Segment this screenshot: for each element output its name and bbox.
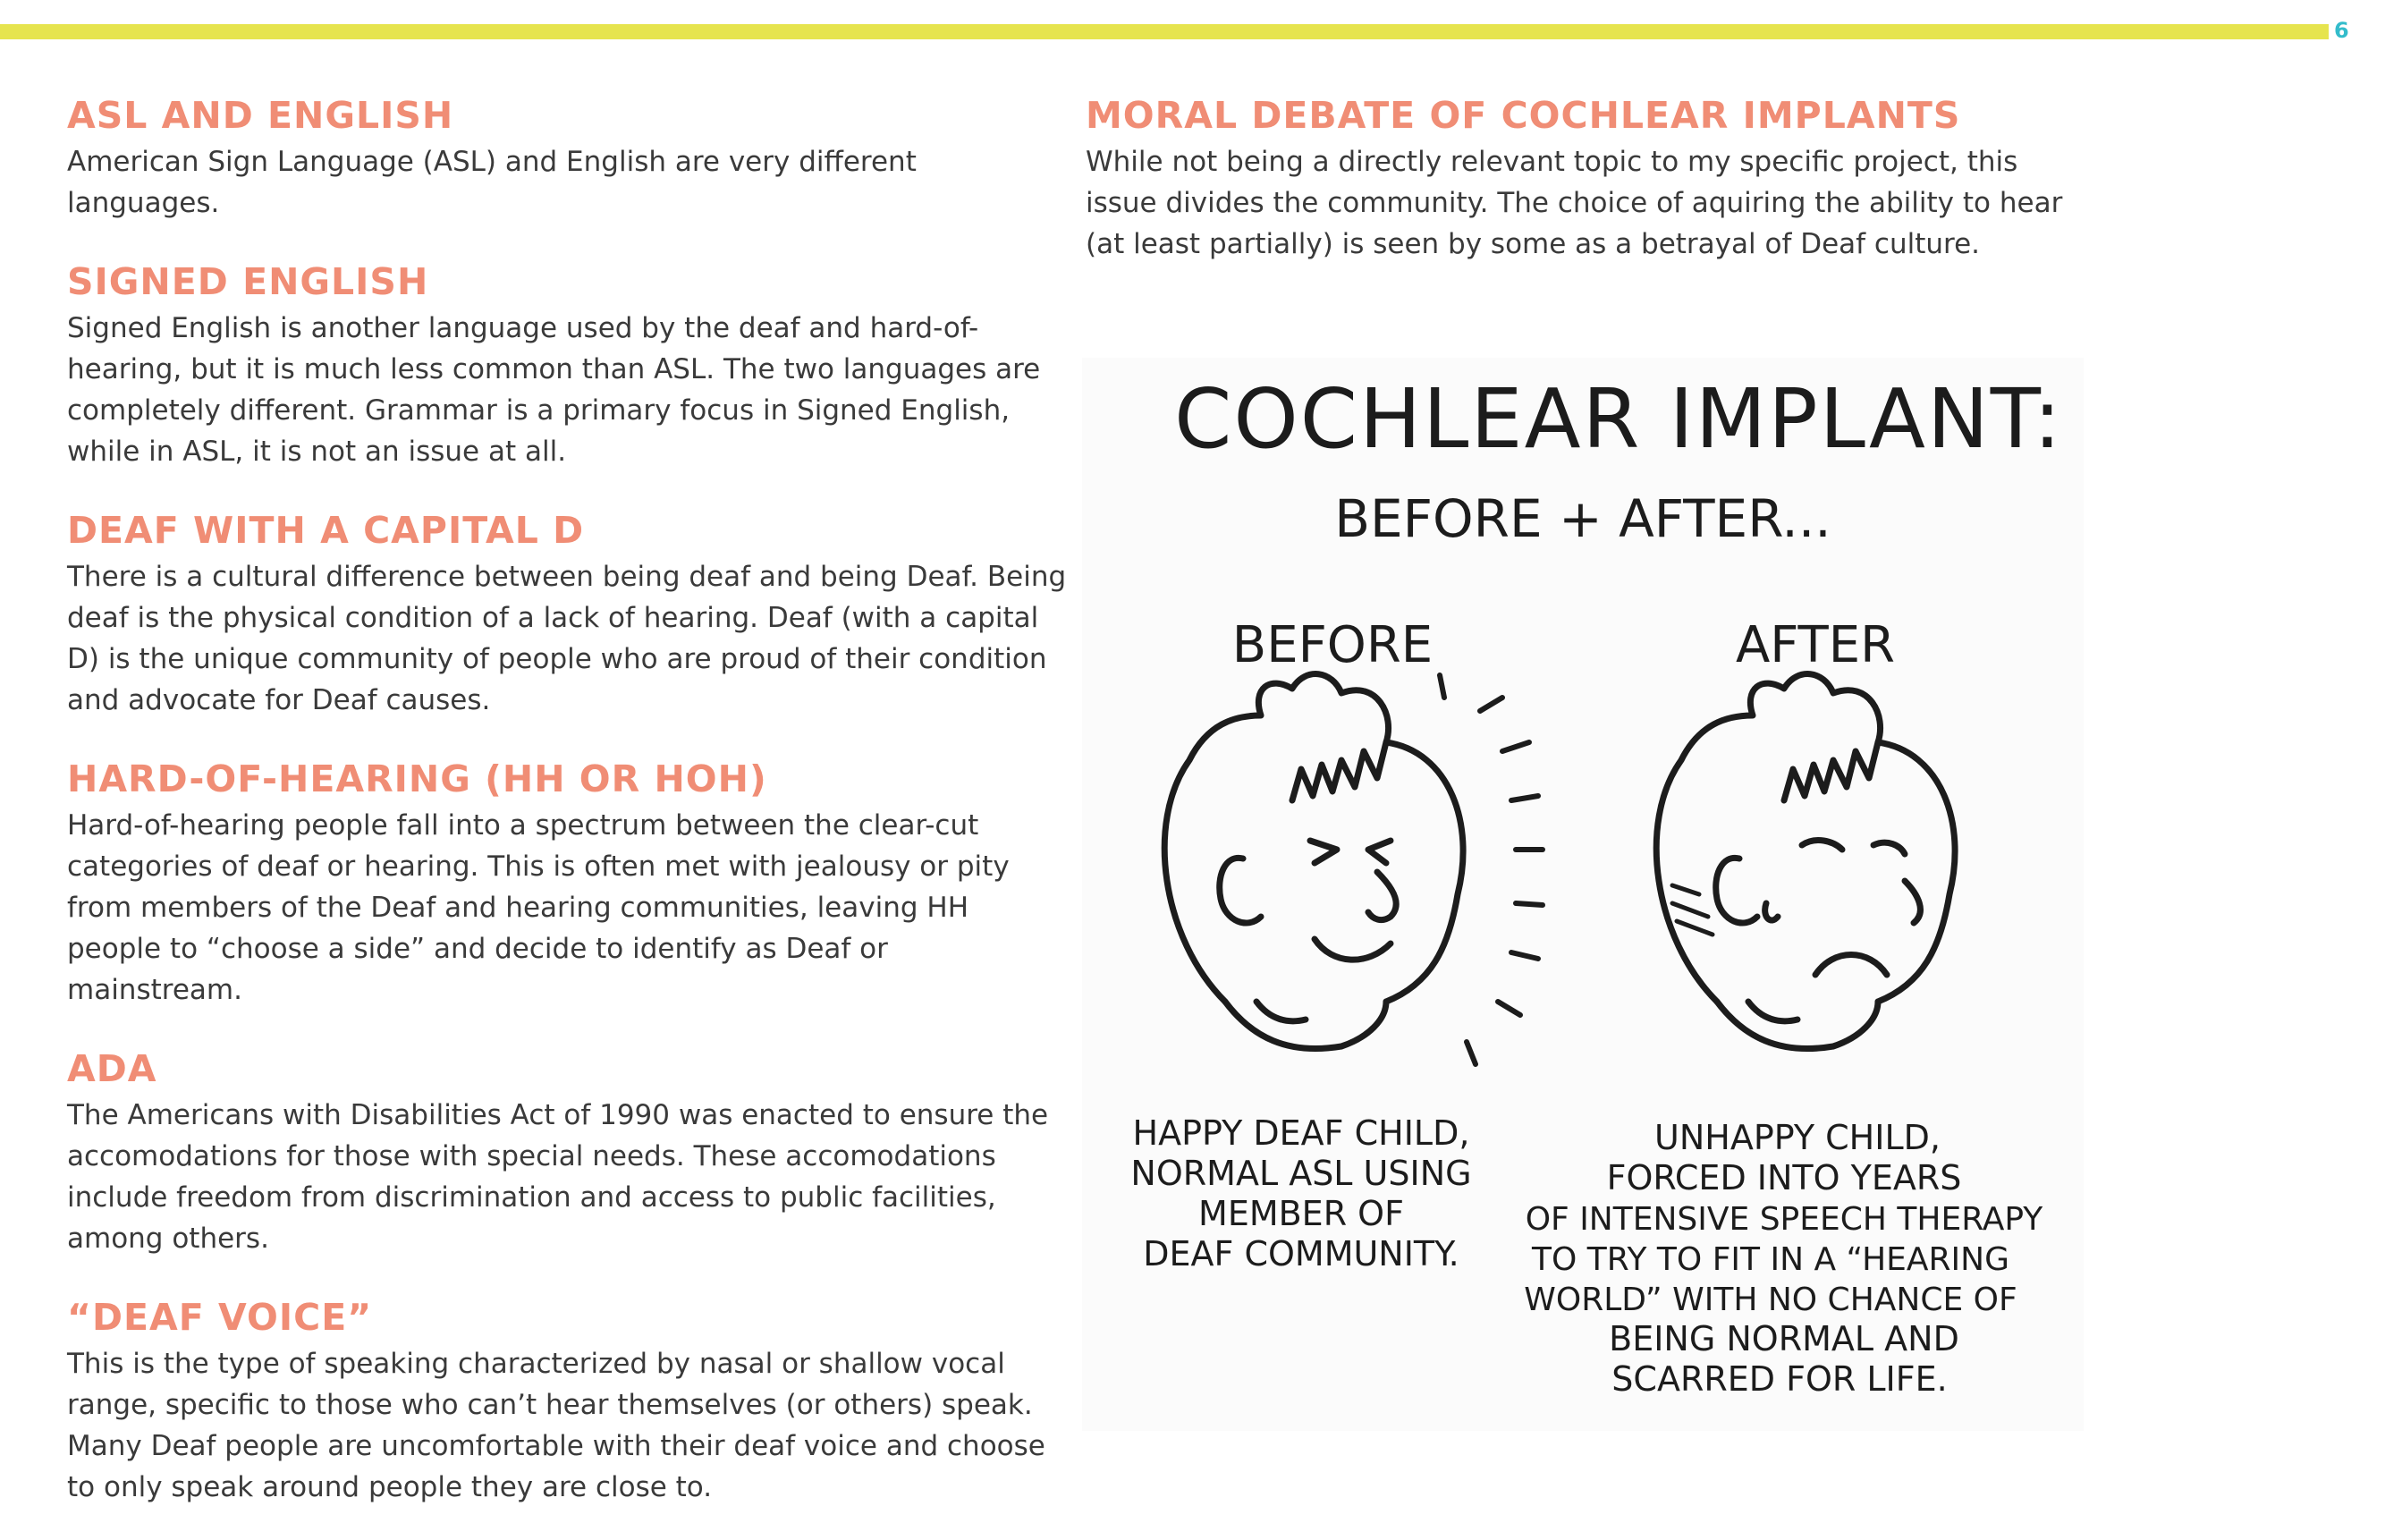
section-signed-english — [67, 256, 1069, 472]
section-deaf-voice — [67, 1291, 1069, 1508]
accent-bar — [0, 24, 2329, 39]
caption-line: UNHAPPY CHILD, — [1654, 1118, 1941, 1157]
section-heading: ASL AND ENGLISH — [67, 94, 454, 137]
page-number: 6 — [2334, 18, 2349, 43]
section-ada — [67, 1043, 1069, 1259]
section-heading: ADA — [67, 1047, 157, 1090]
section-asl-english — [67, 89, 1069, 224]
caption-line: TO TRY TO FIT IN A “HEARING — [1532, 1241, 2009, 1278]
before-label: BEFORE — [1231, 616, 1434, 674]
section-body: While not being a directly relevant topic to my specific project, this issue divides the community. The choice of aquiring the ability to hear (at least partially) is seen by some as a betrayal of Deaf culture. — [1086, 146, 2063, 260]
section-body: Hard-of-hearing people fall into a spectrum between the clear-cut categories of deaf or hearing. This is often met with jealousy or pity from members of the Deaf and hearing communities, leaving HH people to “choose a side” and decide to identify as Deaf or mainstream. — [67, 809, 1010, 1006]
section-hard-of-hearing — [67, 753, 1069, 1011]
caption-line: DEAF COMMUNITY. — [1143, 1234, 1459, 1273]
caption-line: OF INTENSIVE SPEECH THERAPY — [1525, 1201, 2043, 1238]
section-body: Signed English is another language used by the deaf and hard-of-hearing, but it is much less common than ASL. The two languages are completely different. Grammar is a primary focus in Signed English, while in ASL, it is not an issue at all. — [67, 312, 1041, 468]
section-cochlear-debate — [1086, 89, 2078, 265]
caption-line: HAPPY DEAF CHILD, — [1132, 1113, 1470, 1153]
section-heading: SIGNED ENGLISH — [67, 260, 429, 303]
caption-line: NORMAL ASL USING — [1130, 1154, 1472, 1193]
section-body: This is the type of speaking characterized by nasal or shallow vocal range, specific to those who can’t hear themselves (or others) speak. Many Deaf people are uncomfortable with their deaf voice and choose to only speak around people they are close to. — [67, 1348, 1045, 1503]
section-body: American Sign Language (ASL) and English are very different languages. — [67, 146, 917, 219]
caption-line: WORLD” WITH NO CHANCE OF — [1524, 1282, 2017, 1318]
section-deaf-capital-d — [67, 504, 1069, 721]
caption-line: SCARRED FOR LIFE. — [1611, 1359, 1948, 1399]
cochlear-implant-cartoon — [1082, 358, 2084, 1431]
section-heading: MORAL DEBATE OF COCHLEAR IMPLANTS — [1086, 94, 1961, 137]
caption-line: BEING NORMAL AND — [1609, 1319, 1959, 1358]
cartoon-subtitle: BEFORE + AFTER... — [1334, 488, 1831, 549]
section-heading: HARD-OF-HEARING (HH OR HOH) — [67, 757, 767, 800]
section-heading: DEAF WITH A CAPITAL D — [67, 509, 585, 552]
caption-line: FORCED INTO YEARS — [1606, 1158, 1962, 1197]
section-body: There is a cultural difference between being deaf and being Deaf. Being deaf is the physical condition of a lack of hearing. Deaf (with a capital D) is the unique community of people who are proud of their condition and advocate for Deaf causes. — [67, 561, 1067, 716]
caption-line: MEMBER OF — [1198, 1194, 1404, 1233]
section-heading: “DEAF VOICE” — [67, 1296, 373, 1339]
section-body: The Americans with Disabilities Act of 1990 was enacted to ensure the accomodations for those with special needs. These accomodations include freedom from discrimination and access to public facilities, among others. — [67, 1099, 1049, 1255]
cartoon-title: COCHLEAR IMPLANT: — [1174, 371, 2063, 467]
left-column — [67, 89, 1069, 1540]
right-column — [1086, 89, 2078, 297]
after-label: AFTER — [1735, 616, 1896, 674]
